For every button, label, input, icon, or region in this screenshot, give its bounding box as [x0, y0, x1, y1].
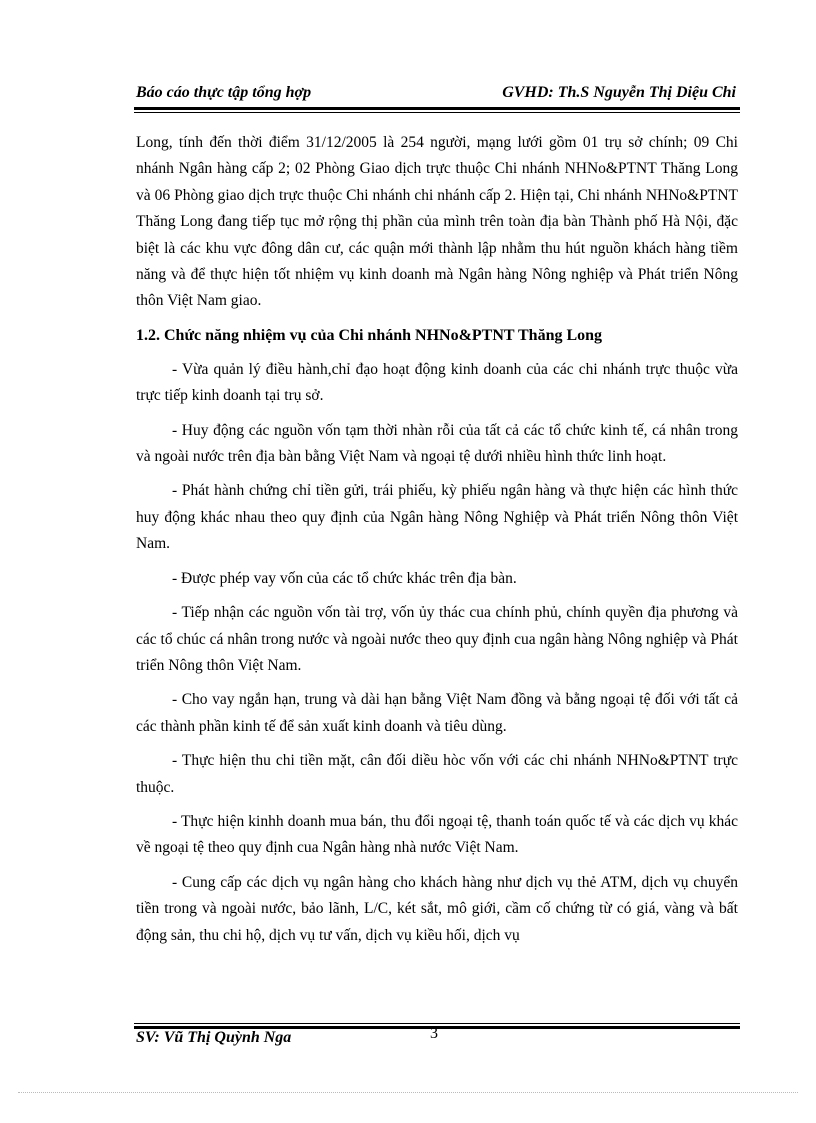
section-heading: 1.2. Chức năng nhiệm vụ của Chi nhánh NHNo&PTNT Thăng Long [136, 326, 603, 344]
list-item: - Vừa quản lý điều hành,chỉ đạo hoạt động kinh doanh của các chi nhánh trực thuộc vừa trực tiếp kinh doanh tại trụ sở. [136, 360, 738, 405]
list-item: - Cung cấp các dịch vụ ngân hàng cho khách hàng như dịch vụ thẻ ATM, dịch vụ chuyển tiền trong và ngoài nước, bảo lãnh, L/C, két sắt, mô giới, cầm cố chứng từ có giá, vàng và bất động sản, thu chi hộ, dịch vụ tư vấn, dịch vụ kiều hối, dịch vụ [136, 873, 738, 944]
page-bottom-edge [18, 1092, 798, 1093]
page-header [134, 84, 740, 104]
footer-student-name: SV: Vũ Thị Quỳnh Nga [136, 1029, 292, 1046]
list-item: - Thực hiện kinhh doanh mua bán, thu đổi ngoại tệ, thanh toán quốc tế và các dịch vụ khác về ngoại tệ theo quy định cua Ngân hàng nhà nước Việt Nam. [136, 812, 738, 857]
list-item: - Tiếp nhận các nguồn vốn tài trợ, vốn ủy thác cua chính phủ, chính quyền địa phương và các tổ chúc cá nhân trong nước và ngoài nước theo quy định cua ngân hàng Nông nghiệp và Phát triển Nông thôn Việt Nam. [136, 604, 738, 674]
list-item: - Phát hành chứng chỉ tiền gửi, trái phiếu, kỳ phiếu ngân hàng và thực hiện các hình thức huy động khác nhau theo quy định của Ngân hàng Nông Nghiệp và Phát triển Nông thôn Việt Nam. [136, 482, 738, 553]
header-rule-thin [134, 112, 740, 113]
page-number: 3 [430, 1025, 438, 1042]
list-item: - Được phép vay vốn của các tổ chức khác trên địa bàn. [172, 569, 517, 587]
header-supervisor: GVHD: Th.S Nguyễn Thị Diệu Chi [502, 84, 736, 101]
header-report-title: Báo cáo thực tập tổng hợp [136, 84, 312, 101]
header-rule-thick [134, 107, 740, 110]
list-item: - Cho vay ngắn hạn, trung và dài hạn bằng Việt Nam đồng và bằng ngoại tệ đối với tất cả các thành phần kinh tế để sản xuất kinh doanh và tiêu dùng. [136, 691, 738, 735]
intro-paragraph: Long, tính đến thời điểm 31/12/2005 là 254 người, mạng lưới gồm 01 trụ sở chính; 09 Chi nhánh Ngân hàng cấp 2; 02 Phòng Giao dịch trực thuộc Chi nhánh NHNo&PTNT Thăng Long và 06 Phòng giao dịch trực thuộc Chi nhánh chi nhánh cấp 2. Hiện tại, Chi nhánh NHNo&PTNT Thăng Long đang tiếp tục mở rộng thị phần của mình trên toàn địa bàn Thành phố Hà Nội, đặc biệt là các khu vực đông dân cư, các quận mới thành lập nhằm thu hút nguồn khách hàng tiềm năng và để thực hiện tốt nhiệm vụ kinh doanh mà Ngân hàng Nông nghiệp và Phát triển Nông thôn Việt Nam giao. [136, 134, 738, 310]
list-item: - Thực hiện thu chi tiền mặt, cân đối diều hòc vốn với các chi nhánh NHNo&PTNT trực thuộc. [136, 752, 738, 796]
list-item: - Huy động các nguồn vốn tạm thời nhàn rỗi của tất cả các tổ chức kinh tế, cá nhân trong và ngoài nước trên địa bàn bằng Việt Nam và ngoại tệ dưới nhiều hình thức linh hoạt. [136, 421, 738, 466]
footer-rule-thin [134, 1023, 740, 1024]
body-content [136, 130, 738, 957]
